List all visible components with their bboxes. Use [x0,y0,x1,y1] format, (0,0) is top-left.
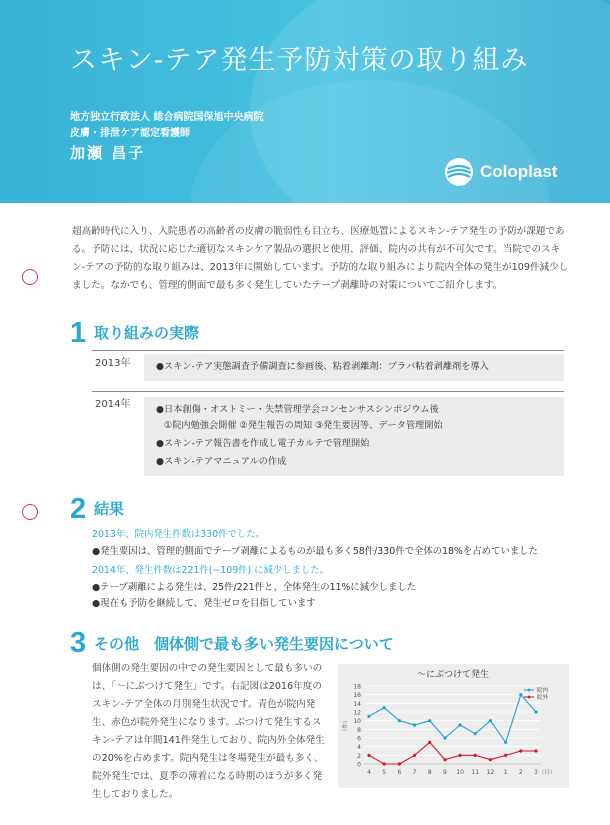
y-tick-label: 14 [353,700,361,708]
data-point [534,710,537,713]
result-2013: 2013年、院内発生件数は330件でした。 [92,529,266,540]
result-item: ●テープ剥離による発生は、25件/221件と、全体発生の11%に減少しました [92,582,417,593]
series-line-innai [369,695,536,743]
x-tick-label: 5 [382,769,387,776]
result-item: ●発生要因は、管理的側面でテープ剥離によるものが最も多く58件/330件で全体の18%を占めていました [92,546,538,557]
y-tick-label: 8 [357,726,361,734]
line-chart [338,664,569,788]
result-2014: 2014年、発生件数は221件(−109件) に減少しました。 [92,565,330,576]
margin-circle-mark [22,504,38,520]
series-line-ingai [369,742,536,764]
legend-marker [528,689,531,692]
data-point [367,715,370,718]
y-tick-label: 2 [357,752,361,760]
data-point [504,754,507,757]
section-number: 2 [70,493,87,525]
y-tick-label: 16 [353,692,361,700]
x-tick-label: 4 [367,769,371,776]
section-title: 取り組みの実際 [94,324,200,342]
data-point [413,723,416,726]
section-number: 3 [70,627,87,659]
logo-text: Coloplast [480,162,558,181]
data-point [383,706,386,709]
author-name: 加瀬 昌子 [70,144,146,162]
data-point [458,723,461,726]
year-content-box [144,354,564,381]
x-tick-label: 12 [486,769,495,776]
y-tick-label: 10 [353,718,361,726]
legend-label: 院内 [537,688,549,694]
data-point [519,749,522,752]
x-tick-label: 11 [471,769,480,776]
data-point [443,758,446,761]
coloplast-logo [444,155,557,189]
chart-title: 〜にぶつけて発生 [416,670,490,680]
y-axis-label: （件） [343,717,349,735]
y-tick-label: 12 [353,709,361,717]
x-tick-label: 3 [534,769,538,776]
y-tick-label: 18 [353,683,361,691]
x-tick-label: 8 [427,769,432,776]
data-point [489,719,492,722]
data-point [443,736,446,739]
y-tick-label: 0 [357,761,361,769]
data-point [398,719,401,722]
divider [92,391,564,392]
data-point [519,693,522,696]
data-point [474,732,477,735]
x-axis-label: （月） [538,770,556,776]
x-tick-label: 2 [518,769,523,776]
year-item: ①院内勉強会開催 ②発生報告の周知 ③発生要因等、データ管理開始 [164,420,443,431]
data-point [534,749,537,752]
section3-paragraph: 個体側の発生要因の中での発生要因として最も多いのは、「〜にぶつけて発生」です。右記図は2016年度のスキン‐テア全体の月別発生状況です。青色が院内発生、赤色が院外発生になります。ぶつけて発生するスキン‐テアは年間141件発生しており、院内外全体発生の20%を占めます。院内発生は冬場発生が最も多く、院外発生では、夏季の薄着になる時期のほうが多く発生しておりました。 [92,663,325,800]
section-title: 結果 [94,500,125,518]
data-point [504,741,507,744]
page-title: スキン‐テア発生予防対策の取り組み [70,45,529,76]
author-qualification: 皮膚・排泄ケア認定看護師 [70,128,190,139]
x-tick-label: 10 [456,769,464,776]
data-point [367,754,370,757]
x-tick-label: 6 [397,769,402,776]
section-number: 1 [70,317,87,349]
intro-paragraph: 超高齢時代に入り、入院患者の高齢者の皮膚の脆弱性も目立ち、医療処置によるスキン‐テア発生の予防が課題である。予防には、状況に応じた適切なスキンケア製品の選択と使用、評価、院内の共有が不可欠です。当院でのスキン‐テアの予防的な取り組みは、2013年に開始しています。予防的な取り組みにより院内全体の発生が109件減少しました。なかでも、管理的側面で最も多く発生していたテープ剥離時の対策についてご紹介します。 [72,226,569,291]
organization-name: 地方独立行政法人 総合病院国保旭中央病院 [70,112,264,123]
section-title: その他 個体側で最も多い発生要因について [94,635,394,653]
year-label: 2013年 [95,358,131,369]
result-item: ●現在も予防を継続して、発生ゼロを目指しています [92,598,316,609]
header-banner [0,0,610,203]
data-point [474,754,477,757]
year-item: ●スキン‐テア報告書を作成し電子カルテで管理開始 [156,438,370,449]
margin-circle-mark [22,269,38,285]
data-point [428,741,431,744]
y-tick-label: 4 [357,744,361,752]
legend-marker [528,696,531,699]
data-point [398,762,401,765]
data-point [428,719,431,722]
divider [92,350,564,351]
x-tick-label: 9 [442,769,447,776]
year-item: ●スキン‐テア実態調査予備調査に参画後、粘着剥離剤：プラバ粘着剥離剤を導入 [156,361,489,372]
coloplast-logo-icon [444,157,474,187]
monthly-chart [338,664,569,788]
data-point [489,758,492,761]
x-tick-label: 7 [412,769,417,776]
year-item: ●日本創傷・オストミー・失禁管理学会コンセンサスシンポジウム後 [156,404,439,415]
y-tick-label: 6 [357,735,361,743]
x-tick-label: 1 [503,769,508,776]
legend-label: 院外 [537,695,549,701]
year-label: 2014年 [95,399,131,410]
data-point [458,754,461,757]
year-item: ●スキン‐テアマニュアルの作成 [156,456,287,467]
data-point [383,762,386,765]
data-point [413,754,416,757]
year-content-box [144,397,564,476]
